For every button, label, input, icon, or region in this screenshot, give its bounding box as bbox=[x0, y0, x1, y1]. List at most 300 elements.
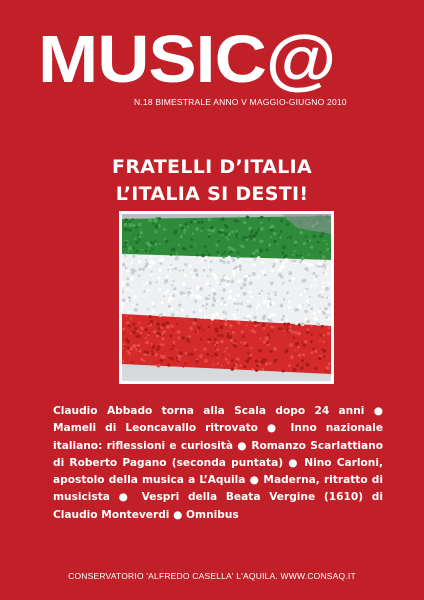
crowd-figure bbox=[171, 284, 173, 286]
crowd-figure bbox=[161, 259, 164, 262]
crowd-figure bbox=[289, 326, 291, 328]
crowd-figure bbox=[184, 352, 187, 355]
crowd-figure bbox=[243, 221, 247, 225]
crowd-figure bbox=[254, 258, 257, 261]
crowd-figure bbox=[316, 367, 318, 369]
crowd-figure bbox=[310, 263, 313, 266]
crowd-figure bbox=[279, 236, 282, 239]
crowd-figure bbox=[295, 322, 298, 325]
crowd-figure bbox=[209, 229, 212, 232]
crowd-figure bbox=[212, 296, 215, 299]
crowd-figure bbox=[271, 269, 274, 272]
crowd-figure bbox=[278, 268, 282, 272]
crowd-figure bbox=[136, 330, 138, 332]
headline-line-1: FRATELLI D’ITALIA bbox=[112, 156, 312, 178]
crowd-figure bbox=[146, 241, 150, 245]
crowd-figure bbox=[232, 270, 236, 274]
crowd-figure bbox=[127, 324, 130, 327]
crowd-figure bbox=[293, 336, 295, 338]
crowd-figure bbox=[322, 263, 326, 267]
crowd-figure bbox=[287, 223, 290, 226]
crowd-figure bbox=[234, 302, 237, 305]
crowd-figure bbox=[314, 350, 317, 353]
crowd-figure bbox=[212, 289, 215, 292]
crowd-figure bbox=[325, 287, 329, 291]
crowd-figure bbox=[310, 340, 313, 343]
crowd-figure bbox=[232, 297, 235, 300]
crowd-figure bbox=[166, 325, 170, 329]
crowd-figure bbox=[163, 330, 166, 333]
crowd-figure bbox=[305, 363, 309, 367]
crowd-figure bbox=[184, 263, 187, 266]
crowd-figure bbox=[287, 323, 290, 326]
crowd-figure bbox=[128, 352, 131, 355]
crowd-figure bbox=[222, 260, 225, 263]
crowd-figure bbox=[228, 253, 230, 255]
crowd-figure bbox=[289, 279, 291, 281]
crowd-figure bbox=[282, 282, 284, 284]
crowd-figure bbox=[227, 239, 229, 241]
crowd-figure bbox=[293, 260, 296, 263]
crowd-figure bbox=[289, 236, 292, 239]
crowd-figure bbox=[143, 296, 145, 298]
crowd-figure bbox=[321, 325, 324, 328]
crowd-figure bbox=[328, 362, 331, 365]
crowd-figure bbox=[177, 330, 181, 334]
crowd-figure bbox=[301, 341, 303, 343]
crowd-figure bbox=[327, 332, 330, 335]
crowd-figure bbox=[176, 357, 178, 359]
crowd-figure bbox=[270, 236, 272, 238]
crowd-figure bbox=[154, 306, 156, 308]
crowd-figure bbox=[208, 338, 211, 341]
crowd-figure bbox=[153, 330, 156, 333]
crowd-figure bbox=[217, 334, 220, 337]
crowd-figure bbox=[327, 281, 329, 283]
crowd-figure bbox=[231, 367, 234, 370]
crowd-figure bbox=[168, 300, 171, 303]
crowd-figure bbox=[132, 304, 134, 306]
crowd-figure bbox=[206, 282, 210, 286]
crowd-figure bbox=[141, 249, 143, 251]
crowd-figure bbox=[209, 269, 212, 272]
crowd-figure bbox=[123, 223, 127, 227]
crowd-figure bbox=[158, 277, 161, 280]
crowd-figure bbox=[176, 323, 178, 325]
crowd-figure bbox=[132, 218, 134, 220]
crowd-figure bbox=[304, 318, 307, 321]
crowd-figure bbox=[231, 230, 234, 233]
crowd-figure bbox=[219, 259, 223, 263]
crowd-figure bbox=[145, 250, 147, 252]
crowd-figure bbox=[252, 272, 256, 276]
crowd-figure bbox=[220, 217, 223, 220]
crowd-figure bbox=[235, 346, 237, 348]
crowd-figure bbox=[258, 292, 261, 295]
crowd-figure bbox=[243, 292, 247, 296]
crowd-figure bbox=[262, 261, 265, 264]
crowd-figure bbox=[253, 263, 255, 265]
crowd-figure bbox=[122, 298, 126, 302]
crowd-figure bbox=[255, 307, 258, 310]
crowd-figure bbox=[131, 290, 133, 292]
crowd-figure bbox=[288, 300, 290, 302]
crowd-figure bbox=[172, 294, 175, 297]
crowd-figure bbox=[210, 260, 213, 263]
crowd-figure bbox=[149, 315, 152, 318]
crowd-figure bbox=[126, 321, 129, 324]
crowd-figure bbox=[273, 232, 277, 236]
crowd-figure bbox=[259, 338, 261, 340]
crowd-figure bbox=[326, 310, 330, 314]
crowd-figure bbox=[260, 227, 264, 231]
crowd-figure bbox=[278, 273, 282, 277]
crowd-figure bbox=[240, 341, 242, 343]
crowd-figure bbox=[148, 332, 150, 334]
crowd-figure bbox=[294, 240, 298, 244]
cover-photo-frame bbox=[119, 211, 334, 384]
crowd-figure bbox=[326, 297, 328, 299]
issue-info: N.18 BIMESTRALE ANNO V MAGGIO-GIUGNO 2010 bbox=[134, 97, 347, 107]
crowd-figure bbox=[223, 311, 226, 314]
crowd-figure bbox=[155, 230, 158, 233]
crowd-figure bbox=[183, 366, 185, 368]
crowd-figure bbox=[316, 265, 318, 267]
crowd-figure bbox=[281, 265, 285, 269]
crowd-figure bbox=[257, 322, 259, 324]
crowd-figure bbox=[148, 265, 151, 268]
crowd-figure bbox=[319, 334, 322, 337]
crowd-figure bbox=[202, 269, 205, 272]
crowd-figure bbox=[286, 319, 289, 322]
crowd-figure bbox=[325, 243, 327, 245]
crowd-figure bbox=[156, 281, 158, 283]
crowd-figure bbox=[288, 329, 291, 332]
crowd-figure bbox=[206, 353, 209, 356]
crowd-figure bbox=[261, 271, 265, 275]
crowd-figure bbox=[226, 233, 229, 236]
crowd-figure bbox=[220, 302, 223, 305]
crowd-figure bbox=[236, 309, 238, 311]
crowd-figure bbox=[189, 220, 192, 223]
crowd-figure bbox=[253, 277, 255, 279]
crowd-figure bbox=[308, 263, 310, 265]
crowd-figure bbox=[205, 307, 207, 309]
human-flag-photo bbox=[122, 214, 331, 381]
crowd-figure bbox=[195, 227, 199, 231]
crowd-figure bbox=[156, 322, 160, 326]
crowd-figure bbox=[155, 243, 158, 246]
crowd-figure bbox=[286, 291, 289, 294]
crowd-figure bbox=[247, 314, 251, 318]
crowd-figure bbox=[281, 251, 284, 254]
crowd-figure bbox=[267, 333, 270, 336]
crowd-figure bbox=[195, 331, 197, 333]
crowd-figure bbox=[193, 276, 196, 279]
crowd-figure bbox=[143, 360, 145, 362]
crowd-figure bbox=[300, 294, 303, 297]
crowd-figure bbox=[318, 265, 321, 268]
crowd-figure bbox=[218, 254, 220, 256]
crowd-figure bbox=[235, 230, 238, 233]
crowd-figure bbox=[253, 251, 256, 254]
crowd-figure bbox=[146, 246, 148, 248]
crowd-figure bbox=[246, 216, 250, 220]
crowd-figure bbox=[241, 330, 244, 333]
crowd-figure bbox=[299, 254, 301, 256]
crowd-figure bbox=[301, 256, 305, 260]
crowd-figure bbox=[194, 244, 196, 246]
crowd-figure bbox=[188, 335, 191, 338]
crowd-figure bbox=[223, 251, 226, 254]
crowd-figure bbox=[165, 275, 168, 278]
crowd-figure bbox=[160, 359, 164, 363]
crowd-figure bbox=[326, 366, 330, 370]
crowd-figure bbox=[193, 311, 196, 314]
crowd-figure bbox=[187, 291, 190, 294]
crowd-figure bbox=[308, 304, 310, 306]
crowd-figure bbox=[260, 221, 263, 224]
crowd-figure bbox=[253, 316, 257, 320]
crowd-figure bbox=[221, 365, 223, 367]
crowd-figure bbox=[220, 320, 222, 322]
crowd-figure bbox=[192, 321, 196, 325]
crowd-figure bbox=[298, 304, 302, 308]
crowd-figure bbox=[184, 223, 187, 226]
crowd-figure bbox=[323, 356, 325, 358]
crowd-figure bbox=[257, 256, 260, 259]
crowd-figure bbox=[319, 340, 321, 342]
crowd-figure bbox=[139, 331, 142, 334]
crowd-figure bbox=[241, 245, 245, 249]
crowd-figure bbox=[149, 274, 151, 276]
crowd-figure bbox=[288, 364, 291, 367]
crowd-figure bbox=[154, 239, 156, 241]
crowd-figure bbox=[175, 290, 178, 293]
crowd-figure bbox=[204, 359, 208, 363]
crowd-figure bbox=[250, 347, 252, 349]
crowd-figure bbox=[130, 262, 132, 264]
crowd-figure bbox=[310, 325, 312, 327]
crowd-figure bbox=[132, 255, 135, 258]
crowd-figure bbox=[295, 342, 299, 346]
crowd-figure bbox=[200, 296, 202, 298]
crowd-figure bbox=[133, 224, 136, 227]
crowd-figure bbox=[235, 234, 239, 238]
crowd-figure bbox=[128, 296, 131, 299]
crowd-figure bbox=[191, 238, 193, 240]
crowd-figure bbox=[161, 301, 164, 304]
crowd-figure bbox=[325, 272, 329, 276]
crowd-figure bbox=[122, 305, 124, 307]
crowd-figure bbox=[150, 241, 153, 244]
crowd-figure bbox=[176, 252, 178, 254]
crowd-figure bbox=[323, 272, 325, 274]
cover-headline bbox=[0, 154, 424, 208]
crowd-figure bbox=[216, 282, 218, 284]
crowd-figure bbox=[228, 354, 230, 356]
crowd-figure bbox=[149, 282, 152, 285]
crowd-figure bbox=[171, 348, 173, 350]
crowd-figure bbox=[129, 223, 133, 227]
crowd-figure bbox=[214, 353, 218, 357]
crowd-figure bbox=[268, 344, 270, 346]
crowd-figure bbox=[227, 332, 230, 335]
crowd-figure bbox=[147, 289, 150, 292]
crowd-figure bbox=[228, 246, 231, 249]
crowd-figure bbox=[245, 265, 247, 267]
crowd-figure bbox=[203, 316, 206, 319]
crowd-figure bbox=[254, 321, 258, 325]
crowd-figure bbox=[137, 234, 139, 236]
crowd-figure bbox=[268, 315, 271, 318]
crowd-figure bbox=[192, 307, 194, 309]
crowd-figure bbox=[186, 315, 189, 318]
crowd-figure bbox=[161, 323, 165, 327]
crowd-figure bbox=[255, 360, 258, 363]
crowd-figure bbox=[167, 364, 170, 367]
crowd-figure bbox=[170, 254, 172, 256]
crowd-figure bbox=[295, 349, 297, 351]
crowd-figure bbox=[247, 300, 250, 303]
crowd-figure bbox=[237, 252, 239, 254]
crowd-figure bbox=[201, 221, 204, 224]
crowd-figure bbox=[122, 347, 124, 349]
crowd-figure bbox=[235, 363, 238, 366]
crowd-figure bbox=[294, 250, 296, 252]
crowd-figure bbox=[309, 239, 312, 242]
crowd-figure bbox=[181, 227, 184, 230]
crowd-figure bbox=[131, 268, 135, 272]
crowd-figure bbox=[216, 362, 219, 365]
crowd-figure bbox=[128, 251, 130, 253]
crowd-figure bbox=[151, 248, 153, 250]
crowd-figure bbox=[216, 300, 218, 302]
crowd-figure bbox=[132, 344, 136, 348]
crowd-figure bbox=[261, 290, 263, 292]
crowd-figure bbox=[138, 239, 141, 242]
crowd-figure bbox=[243, 341, 247, 345]
masthead-title: MUSIC@ bbox=[38, 22, 336, 97]
crowd-figure bbox=[237, 321, 241, 325]
crowd-figure bbox=[125, 218, 128, 221]
crowd-figure bbox=[169, 334, 172, 337]
crowd-figure bbox=[267, 341, 269, 343]
crowd-figure bbox=[164, 238, 166, 240]
crowd-figure bbox=[237, 302, 240, 305]
crowd-figure bbox=[133, 295, 137, 299]
crowd-figure bbox=[184, 362, 186, 364]
crowd-figure bbox=[181, 336, 185, 340]
crowd-figure bbox=[161, 337, 164, 340]
crowd-figure bbox=[298, 353, 301, 356]
crowd-figure bbox=[157, 327, 160, 330]
crowd-figure bbox=[286, 327, 289, 330]
crowd-figure bbox=[323, 283, 325, 285]
crowd-figure bbox=[260, 360, 263, 363]
crowd-figure bbox=[220, 340, 224, 344]
crowd-figure bbox=[151, 303, 154, 306]
crowd-figure bbox=[284, 258, 288, 262]
crowd-figure bbox=[155, 225, 159, 229]
crowd-figure bbox=[123, 246, 125, 248]
crowd-figure bbox=[208, 326, 210, 328]
crowd-figure bbox=[318, 310, 321, 313]
crowd-figure bbox=[302, 353, 305, 356]
crowd-figure bbox=[265, 362, 268, 365]
crowd-figure bbox=[237, 295, 240, 298]
crowd-figure bbox=[215, 244, 218, 247]
crowd-figure bbox=[152, 346, 155, 349]
crowd-figure bbox=[269, 350, 272, 353]
crowd-figure bbox=[262, 323, 266, 327]
crowd-figure bbox=[202, 227, 204, 229]
crowd-figure bbox=[147, 308, 149, 310]
crowd-figure bbox=[237, 237, 239, 239]
crowd-figure bbox=[238, 216, 240, 218]
crowd-figure bbox=[159, 288, 162, 291]
crowd-figure bbox=[242, 239, 244, 241]
crowd-figure bbox=[145, 259, 147, 261]
crowd-figure bbox=[242, 236, 244, 238]
crowd-figure bbox=[199, 287, 203, 291]
crowd-figure bbox=[132, 323, 135, 326]
crowd-figure bbox=[296, 364, 299, 367]
crowd-figure bbox=[227, 256, 230, 259]
crowd-figure bbox=[323, 334, 326, 337]
crowd-figure bbox=[304, 340, 307, 343]
crowd-figure bbox=[198, 309, 201, 312]
crowd-figure bbox=[224, 322, 228, 326]
crowd-figure bbox=[307, 254, 309, 256]
crowd-figure bbox=[211, 322, 213, 324]
crowd-figure bbox=[229, 290, 232, 293]
crowd-figure bbox=[274, 359, 278, 363]
crowd-figure bbox=[298, 323, 301, 326]
crowd-figure bbox=[174, 267, 177, 270]
crowd-figure bbox=[221, 297, 224, 300]
crowd-figure bbox=[148, 323, 150, 325]
crowd-figure bbox=[300, 231, 304, 235]
crowd-figure bbox=[178, 304, 181, 307]
crowd-figure bbox=[140, 358, 143, 361]
crowd-figure bbox=[270, 325, 273, 328]
crowd-figure bbox=[216, 341, 219, 344]
crowd-figure bbox=[219, 283, 221, 285]
crowd-figure bbox=[324, 307, 327, 310]
crowd-figure bbox=[240, 286, 243, 289]
crowd-figure bbox=[180, 235, 183, 238]
crowd-figure bbox=[248, 304, 252, 308]
crowd-figure bbox=[196, 358, 198, 360]
crowd-figure bbox=[145, 337, 147, 339]
crowd-figure bbox=[281, 318, 284, 321]
crowd-figure bbox=[307, 288, 309, 290]
crowd-figure bbox=[224, 304, 227, 307]
crowd-figure bbox=[327, 267, 330, 270]
crowd-figure bbox=[249, 354, 252, 357]
crowd-figure bbox=[311, 333, 313, 335]
crowd-figure bbox=[232, 259, 235, 262]
crowd-figure bbox=[178, 358, 180, 360]
crowd-figure bbox=[168, 357, 171, 360]
crowd-figure bbox=[264, 274, 267, 277]
crowd-figure bbox=[244, 317, 246, 319]
crowd-figure bbox=[202, 304, 204, 306]
crowd-figure bbox=[173, 290, 175, 292]
crowd-figure bbox=[323, 240, 325, 242]
crowd-figure bbox=[124, 228, 128, 232]
